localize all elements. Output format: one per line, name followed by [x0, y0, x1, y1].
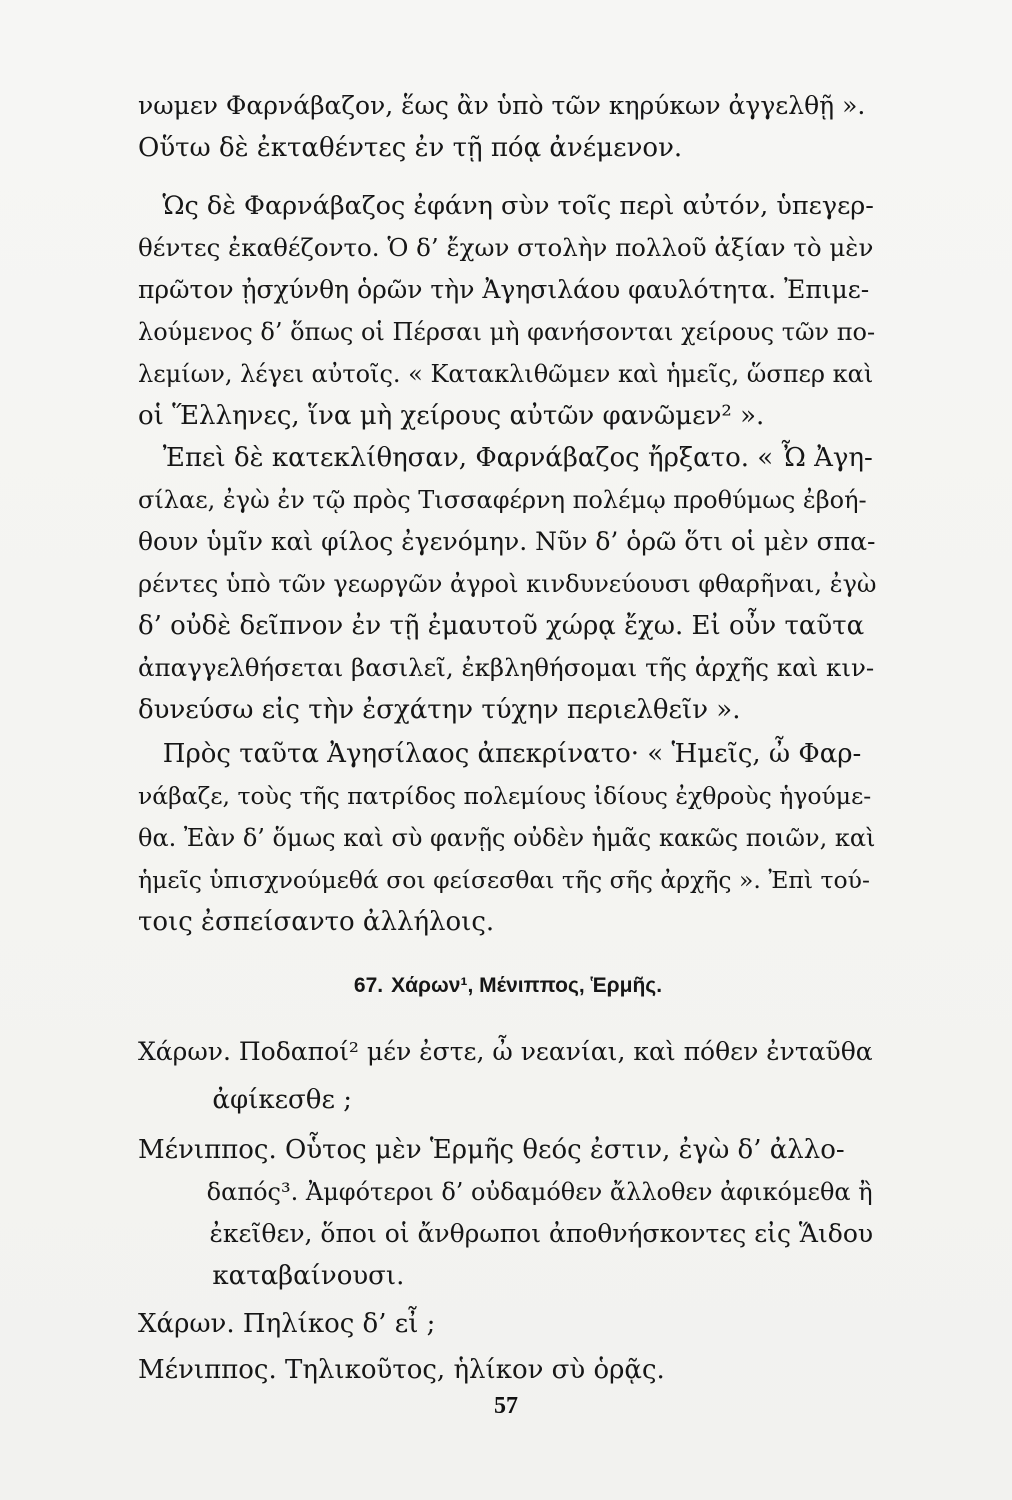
body-line: Ὡς δὲ Φαρνάβαζος ἐφάνη σὺν τοῖς περὶ αὐτόν, ὑπεγερ- [138, 191, 874, 221]
body-line: ἡμεῖς ὑπισχνούμεθά σοι φείσεσθαι τῆς σῆς ἀρχῆς ». Ἐπὶ τού- [138, 866, 870, 894]
section-number: 67. [353, 974, 384, 997]
body-line: νάβαζε, τοὺς τῆς πατρίδος πολεμίους ἰδίους ἐχθροὺς ἡγούμε- [138, 782, 872, 810]
body-line: δ’ οὐδὲ δεῖπνον ἐν τῇ ἐμαυτοῦ χώρᾳ ἔχω. Εἰ οὖν ταῦτα [138, 611, 865, 641]
body-line: θα. Ἐὰν δ’ ὅμως καὶ σὺ φανῇς οὐδὲν ἡμᾶς κακῶς ποιῶν, καὶ [138, 824, 876, 852]
section-title: Χάρων¹, Μένιππος, Ἑρμῆς. [391, 974, 663, 997]
section-heading [138, 968, 878, 1004]
dialogue-line: ἐκεῖθεν, ὅποι οἱ ἄνθρωποι ἀποθνήσκοντες εἰς Ἅιδου [138, 1219, 874, 1248]
body-line: Οὕτω δὲ ἐκταθέντες ἐν τῇ πόᾳ ἀνέμενον. [138, 133, 683, 163]
dialogue-line: δαπός³. Ἀμφότεροι δ’ οὐδαμόθεν ἄλλοθεν ἀφικόμεθα ἢ [138, 1178, 873, 1206]
body-line: ρέντες ὑπὸ τῶν γεωργῶν ἀγροὶ κινδυνεύουσι φθαρῆναι, ἐγὼ [138, 570, 877, 598]
dialogue-line: καταβαίνουσι. [138, 1261, 405, 1291]
dialogue-line: Χάρων. Ποδαποί² μέν ἐστε, ὦ νεανίαι, καὶ πόθεν ἐνταῦθα [138, 1037, 873, 1066]
body-line: θουν ὑμῖν καὶ φίλος ἐγενόμην. Νῦν δ’ ὁρῶ ὅτι οἱ μὲν σπα- [138, 527, 876, 556]
body-line: θέντες ἐκαθέζοντο. Ὁ δ’ ἔχων στολὴν πολλοῦ ἀξίαν τὸ μὲν [138, 233, 874, 262]
body-line: δυνεύσω εἰς τὴν ἐσχάτην τύχην περιελθεῖν ». [138, 695, 741, 725]
body-line: σίλαε, ἐγὼ ἐν τῷ πρὸς Τισσαφέρνη πολέμῳ προθύμως ἐβοή- [138, 486, 867, 514]
body-line: τοις ἐσπείσαντο ἀλλήλοις. [138, 907, 495, 937]
dialogue-line: ἀφίκεσθε ; [138, 1085, 352, 1115]
dialogue-line: Μένιππος. Οὗτος μὲν Ἑρμῆς θεός ἐστιν, ἐγὼ δ’ ἀλλο- [138, 1135, 845, 1165]
dialogue-line: Χάρων. Πηλίκος δ’ εἶ ; [138, 1309, 436, 1339]
body-line: λεμίων, λέγει αὐτοῖς. « Κατακλιθῶμεν καὶ ἡμεῖς, ὥσπερ καὶ [138, 360, 874, 388]
body-line: Πρὸς ταῦτα Ἀγησίλαος ἀπεκρίνατο· « Ἡμεῖς, ὦ Φαρ- [138, 739, 862, 769]
body-line: νωμεν Φαρνάβαζον, ἕως ἂν ὑπὸ τῶν κηρύκων ἀγγελθῇ ». [138, 91, 866, 120]
body-line: οἱ Ἕλληνες, ἵνα μὴ χείρους αὐτῶν φανῶμεν² ». [138, 401, 765, 431]
dialogue-line: Μένιππος. Τηλικοῦτος, ἡλίκον σὺ ὁρᾷς. [138, 1355, 665, 1385]
body-line: ἀπαγγελθήσεται βασιλεῖ, ἐκβληθήσομαι τῆς ἀρχῆς καὶ κιν- [138, 653, 875, 682]
body-line: λούμενος δ’ ὅπως οἱ Πέρσαι μὴ φανήσονται χείρους τῶν πο- [138, 318, 876, 346]
body-line: Ἐπεὶ δὲ κατεκλίθησαν, Φαρνάβαζος ἤρξατο. « Ὦ Ἀγη- [138, 443, 873, 473]
page-number: 57 [494, 1393, 518, 1419]
body-line: πρῶτον ᾐσχύνθη ὁρῶν τὴν Ἀγησιλάου φαυλότητα. Ἐπιμε- [138, 275, 870, 304]
